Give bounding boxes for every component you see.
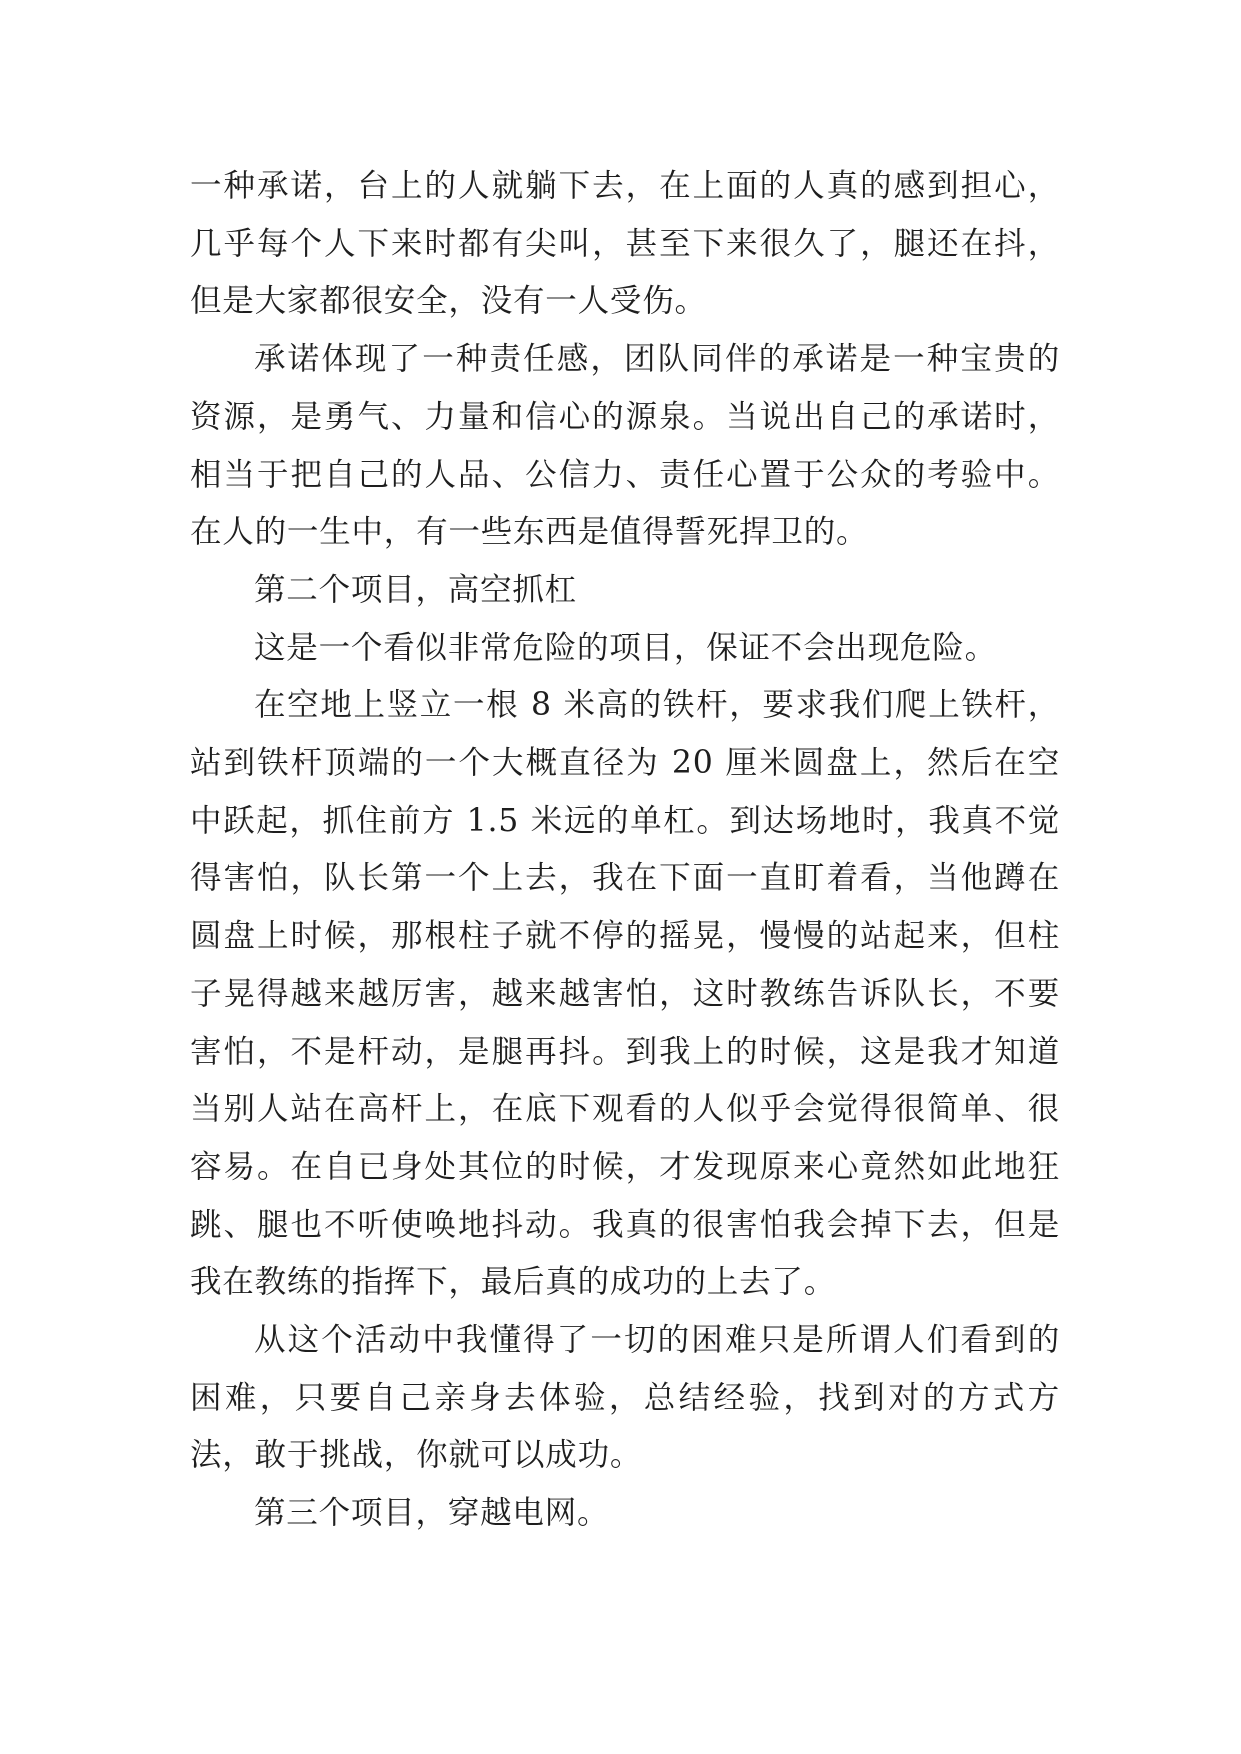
paragraph: 在空地上竖立一根 8 米高的铁杆，要求我们爬上铁杆，站到铁杆顶端的一个大概直径为 20 厘米圆盘上，然后在空中跃起，抓住前方 1.5 米远的单杠。到达场地时，我真不觉得害怕，队长第一个上去，我在下面一直盯着看，当他蹲在圆盘上时候，那根柱子就不停的摇晃，慢慢的站起来，但柱子晃得越来越厉害，越来越害怕，这时教练告诉队长，不要害怕，不是杆动，是腿再抖。到我上的时候，这是我才知道当别人站在高杆上，在底下观看的人似乎会觉得很简单、很容易。在自已身处其位的时候，才发现原来心竟然如此地狂跳、腿也不听使唤地抖动。我真的很害怕我会掉下去，但是我在教练的指挥下，最后真的成功的上去了。 [190,687,1060,1301]
body-text [190,158,1060,1543]
section-heading: 第二个项目，高空抓杠 [254,571,578,608]
paragraph: 这是一个看似非常危险的项目，保证不会出现危险。 [254,629,997,666]
paragraph: 从这个活动中我懂得了一切的困难只是所谓人们看到的困难，只要自己亲身去体验，总结经验，找到对的方式方法，敢于挑战，你就可以成功。 [190,1322,1060,1474]
section-heading: 第三个项目，穿越电网。 [254,1495,610,1532]
paragraph: 一种承诺，台上的人就躺下去，在上面的人真的感到担心，几乎每个人下来时都有尖叫，甚至下来很久了，腿还在抖，但是大家都很安全，没有一人受伤。 [190,168,1060,320]
paragraph: 承诺体现了一种责任感，团队同伴的承诺是一种宝贵的资源，是勇气、力量和信心的源泉。当说出自己的承诺时，相当于把自己的人品、公信力、责任心置于公众的考验中。在人的一生中，有一些东西是值得誓死捍卫的。 [190,341,1060,551]
